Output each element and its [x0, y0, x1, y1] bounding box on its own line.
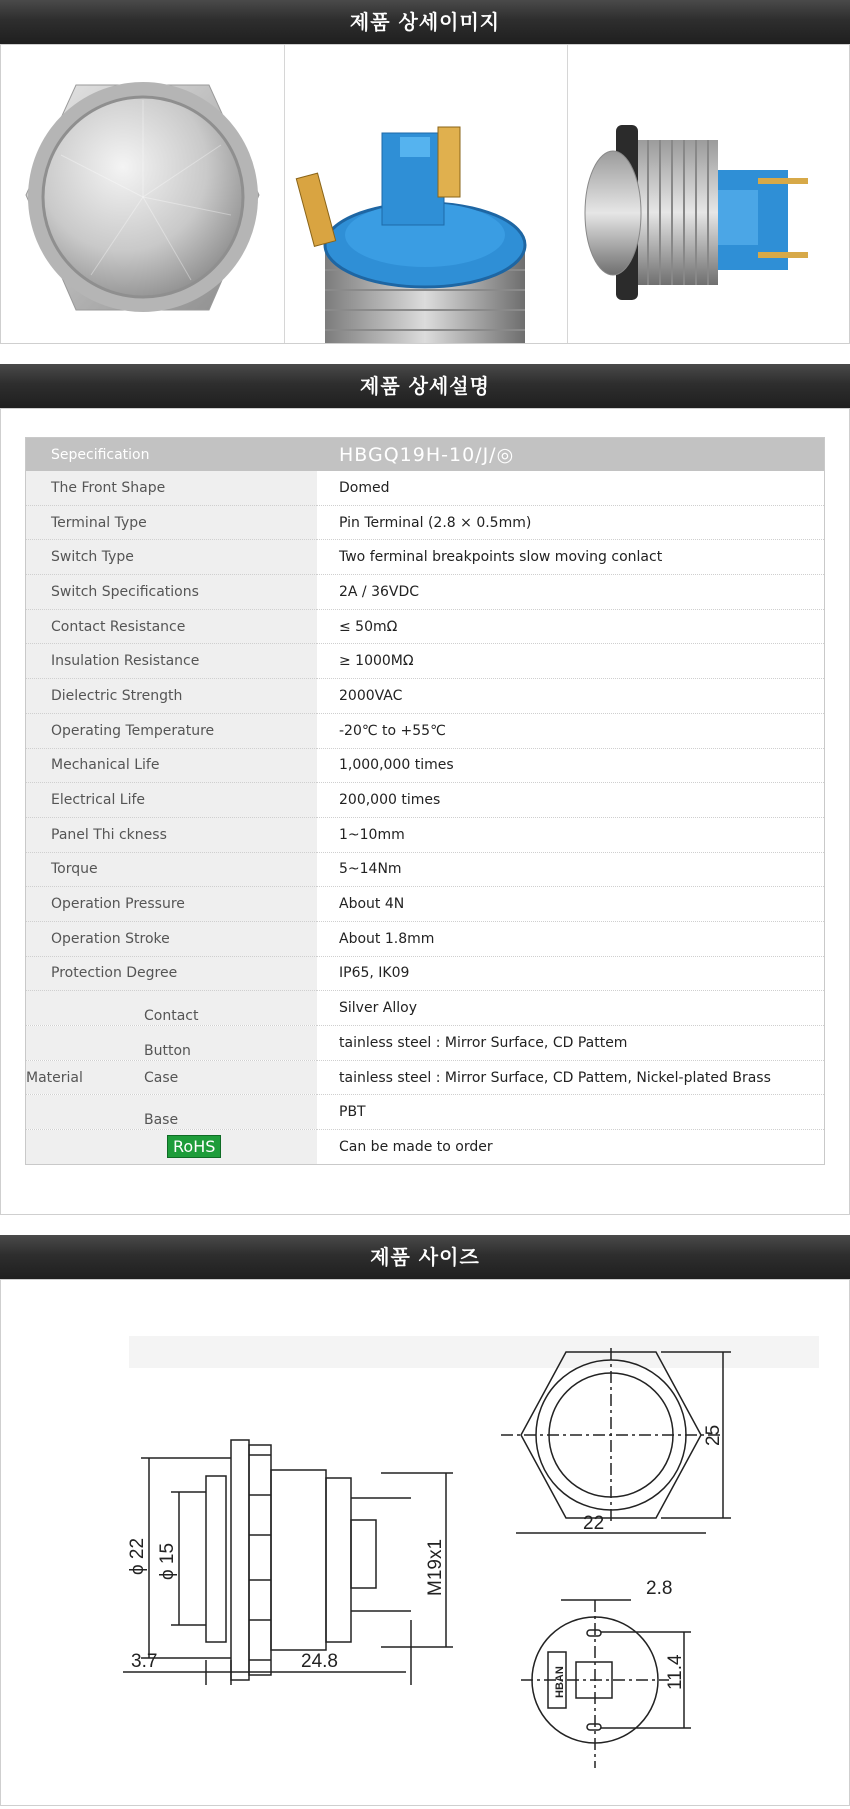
model-number: HBGQ19H-10/J/◎	[317, 438, 825, 472]
material-sub-label: Button	[144, 1042, 191, 1059]
material-sub-cell	[26, 1026, 318, 1061]
spec-row	[26, 921, 825, 956]
spec-value: Silver Alloy	[317, 991, 825, 1026]
spec-row	[26, 575, 825, 610]
spec-row	[26, 471, 825, 505]
spec-label: Switch Type	[26, 540, 318, 575]
material-sub-label: Case	[144, 1069, 179, 1086]
material-sub-label: Contact	[144, 1008, 199, 1025]
spec-label: Contact Resistance	[26, 609, 318, 644]
spec-label: Electrical Life	[26, 783, 318, 818]
dim-11-4: 11.4	[665, 1654, 686, 1690]
spec-label: Operation Stroke	[26, 921, 318, 956]
rohs-badge: RoHS	[167, 1135, 221, 1158]
spec-row	[26, 852, 825, 887]
spec-label: Switch Specifications	[26, 575, 318, 610]
spec-value: Two ferminal breakpoints slow moving conlact	[317, 540, 825, 575]
material-sub-cell	[26, 1060, 318, 1095]
spec-value: 200,000 times	[317, 783, 825, 818]
spec-row	[26, 887, 825, 922]
spec-value: tainless steel : Mirror Surface, CD Pattem	[317, 1026, 825, 1061]
spec-value: Pin Terminal (2.8 × 0.5mm)	[317, 505, 825, 540]
material-sub-cell	[26, 1095, 318, 1130]
spec-value: 2A / 36VDC	[317, 575, 825, 610]
material-label: Material	[26, 1069, 83, 1086]
spec-table	[25, 437, 825, 1165]
spec-value: Can be made to order	[317, 1130, 825, 1165]
spec-value: 1,000,000 times	[317, 748, 825, 783]
dim-2-8: 2.8	[646, 1578, 673, 1599]
material-row	[26, 1060, 825, 1095]
spec-value: Domed	[317, 471, 825, 505]
product-photo-terminals	[285, 45, 568, 343]
spec-label: Protection Degree	[26, 956, 318, 991]
spec-row	[26, 748, 825, 783]
dim-phi22: ϕ 22	[127, 1537, 148, 1575]
product-image-gallery	[0, 44, 850, 344]
dim-phi15: ϕ 15	[157, 1542, 178, 1580]
material-sub-label: Base	[144, 1112, 179, 1129]
spec-value: About 4N	[317, 887, 825, 922]
spec-row	[26, 505, 825, 540]
spec-value: About 1.8mm	[317, 921, 825, 956]
section-title-size: 제품 사이즈	[0, 1235, 850, 1279]
spec-value: IP65, IK09	[317, 956, 825, 991]
product-photo-front	[1, 45, 285, 343]
spec-row	[26, 609, 825, 644]
dimension-drawing-frame	[0, 1279, 850, 1806]
spec-row	[26, 679, 825, 714]
spec-label: Dielectric Strength	[26, 679, 318, 714]
spec-row	[26, 540, 825, 575]
spec-value: ≥ 1000MΩ	[317, 644, 825, 679]
dim-22: 22	[583, 1513, 605, 1534]
spec-row	[26, 783, 825, 818]
spec-header-row	[26, 438, 825, 472]
spec-label: Torque	[26, 852, 318, 887]
material-row	[26, 1095, 825, 1130]
spec-label: Terminal Type	[26, 505, 318, 540]
dim-24-8: 24.8	[301, 1651, 338, 1672]
spec-label: Panel Thi ckness	[26, 817, 318, 852]
spec-row	[26, 817, 825, 852]
dim-thread: M19x1	[425, 1538, 446, 1596]
material-row	[26, 991, 825, 1026]
spec-value: 1~10mm	[317, 817, 825, 852]
material-row	[26, 1026, 825, 1061]
spec-label: Insulation Resistance	[26, 644, 318, 679]
brand-mark: HBAN	[554, 1666, 566, 1698]
dim-3-7: 3.7	[131, 1651, 158, 1672]
spec-row	[26, 956, 825, 991]
spec-label: Operating Temperature	[26, 713, 318, 748]
spec-value: PBT	[317, 1095, 825, 1130]
spec-value: -20℃ to +55℃	[317, 713, 825, 748]
dim-25: 25	[703, 1424, 724, 1446]
spec-row	[26, 644, 825, 679]
dimension-drawing	[1, 1280, 849, 1805]
spec-label: Mechanical Life	[26, 748, 318, 783]
product-photo-side	[568, 45, 849, 343]
material-sub-cell	[26, 991, 318, 1026]
spec-label: Operation Pressure	[26, 887, 318, 922]
spec-value: 5~14Nm	[317, 852, 825, 887]
rohs-cell	[26, 1130, 318, 1165]
spec-value: 2000VAC	[317, 679, 825, 714]
spec-row	[26, 713, 825, 748]
section-title-images: 제품 상세이미지	[0, 0, 850, 44]
spec-value: tainless steel : Mirror Surface, CD Pattem, Nickel-plated Brass	[317, 1060, 825, 1095]
spec-label: The Front Shape	[26, 471, 318, 505]
section-title-spec: 제품 상세설명	[0, 364, 850, 408]
rohs-row	[26, 1130, 825, 1165]
spec-value: ≤ 50mΩ	[317, 609, 825, 644]
spec-header-label: Sepecification	[26, 438, 318, 472]
